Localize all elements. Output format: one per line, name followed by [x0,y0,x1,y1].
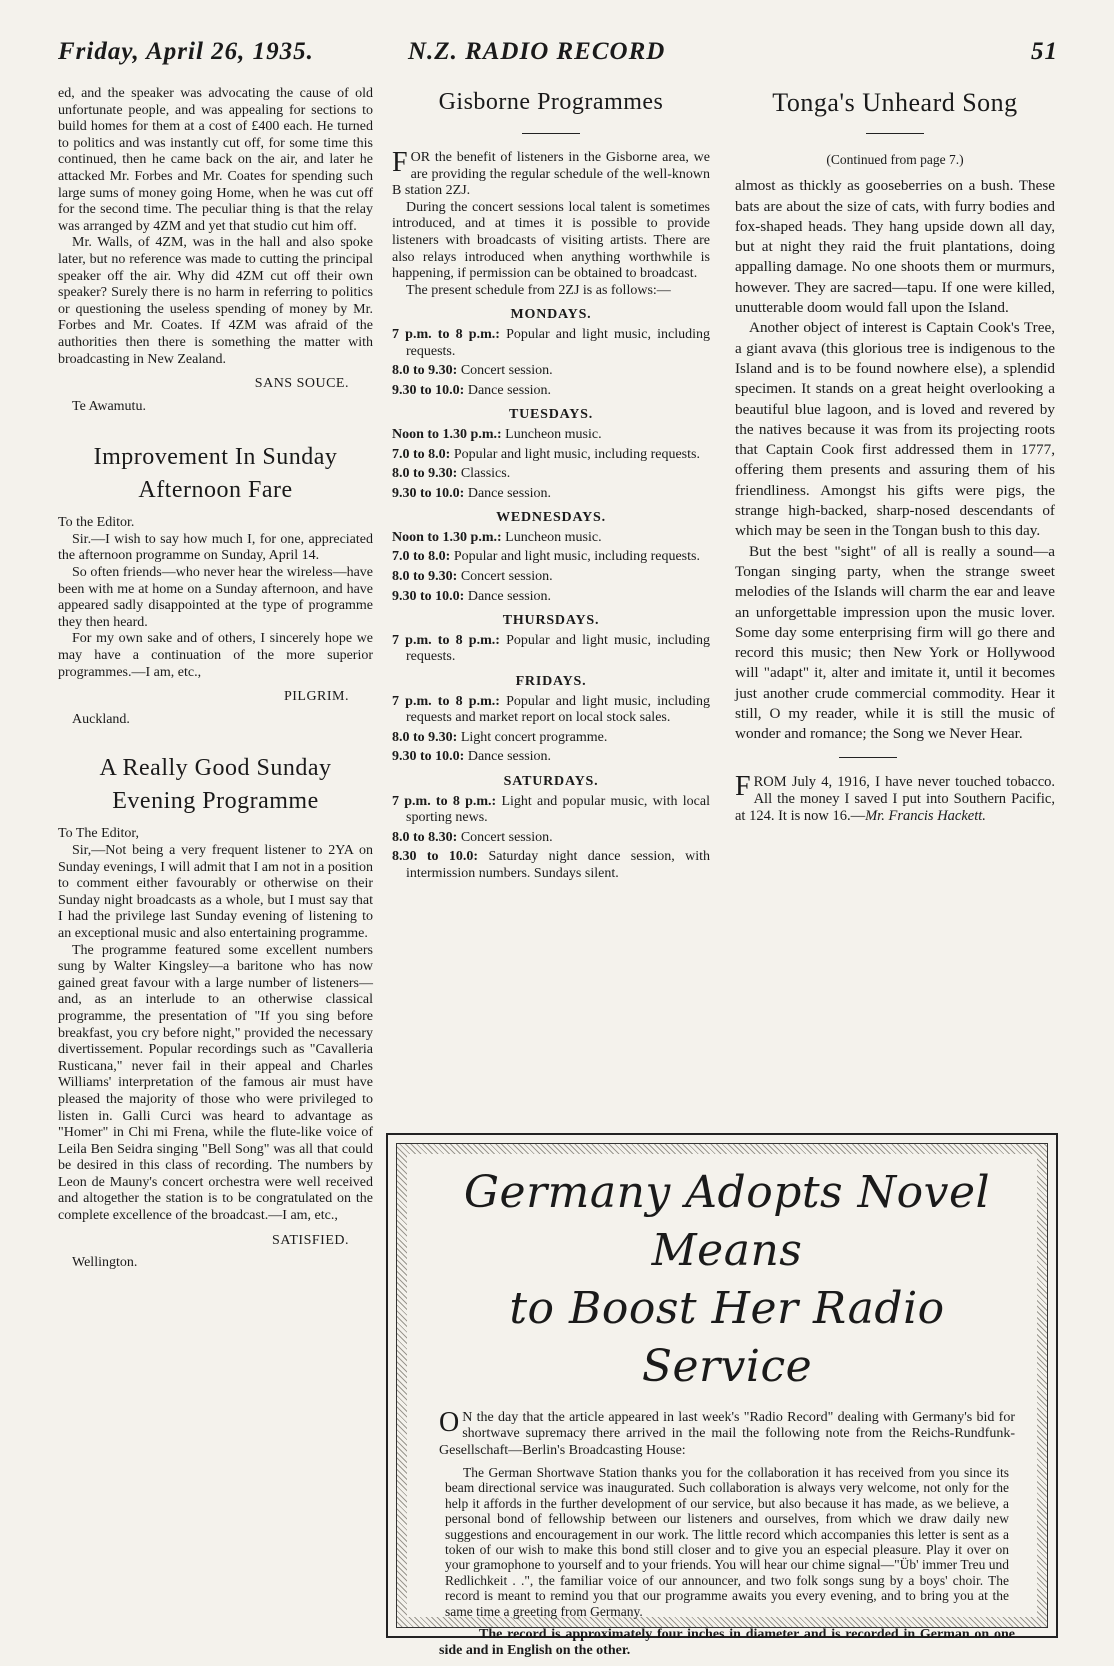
entry-desc: Luncheon music. [505,529,602,545]
entry-desc: Popular and light music, including requests. [453,549,700,565]
schedule-entry [392,794,710,827]
entry-time: 8.30 to 10.0: [392,849,479,865]
schedule-entry [392,530,710,547]
schedule-entry [392,589,710,606]
germany-record-note: The record is approximately four inches in diameter and is recorded in German on one side and in English on the other. [439,1626,1015,1659]
entry-desc: Popular and light music, including requests and market report on local stock sales. [406,693,710,726]
publication-title: N.Z. RADIO RECORD [408,38,666,65]
schedule-entry [392,486,710,503]
entry-time: 9.30 to 10.0: [392,588,465,604]
headline-line-2: to Boost Her Radio Service [509,1283,945,1392]
schedule-entry [392,327,710,360]
filler-author: Mr. Francis Hackett. [865,807,986,824]
letter-satisfied-para-1: Sir,—Not being a very frequent listener to 2YA on Sunday evenings, I will admit that I am not in a position to comment either favourably or otherwise on their Sunday night broadcasts as a whole, but I must say that I had the privilege last Sunday evening of listening to an exceptional music and also entertaining programme. [58,843,373,941]
entry-desc: Popular and light music, including requests. [453,446,700,462]
entry-time: 7 p.m. to 8 p.m.: [392,793,497,809]
schedule-entry [392,447,710,464]
letter-satisfied-para-2: The programme featured some excellent numbers sung by Walter Kingsley—a baritone who has now gained great favour with a large number of listeners—and, as an interlude to an otherwise classical programme, the presentation of "If you sing before breakfast, you cry before night," provided the necessary divertissement. Popular recordings such as "Cavalleria Rusticana," never fail in their appeal and Charles Williams' interpretation of the famous air must have pleased the majority of those who were privileged to listen in. Galli Curci was heard to advantage as "Homer" in Chi mi Frena, while the flute-like voice of Leila Ben Seidra singing "Bell Song" was all that could be desired in this class of recording. The numbers by Leon de Mauny's concert orchestra were well received and altogether the station is to be congratulated on the complete excellence of the broadcast.—I am, etc., [58,942,373,1224]
schedule-entry [392,549,710,566]
heading-sunday-afternoon: Improvement In Sunday Afternoon Fare [93,444,338,504]
heading-sunday-evening: A Really Good Sunday Evening Programme [99,755,332,815]
letter-sans-souce-para-1: ed, and the speaker was advocating the cause of old unfortunate people, and was appealing for sections to build homes for them at a cost of £400 each. He turned to politics and was instantly cut off, for some time this continued, then he came back on the air, and later he attacked Mr. Forbes and Mr. Coates for spending such large sums of money going Home, when he was cut off for the second time. The peculiar thing is that the relay was arranged by 4ZM and yet that studio cut him off. [58,86,373,234]
entry-desc: Luncheon music. [505,426,602,442]
germany-article-box [386,1133,1058,1659]
letter-pilgrim-para-3: For my own sake and of others, I sincerely hope we may have a continuation of the more superior programmes.—I am, etc., [58,631,373,680]
schedule-saturday [392,774,710,883]
entry-desc: Light concert programme. [460,729,608,745]
schedule-monday [392,307,710,399]
entry-time: 8.0 to 9.30: [392,466,458,482]
letter-sans-souce-para-2: Mr. Walls, of 4ZM, was in the hall and also spoke later, but no reference was made to cutting the principal speaker off the air. Why did 4ZM cut off their own speaker? Surely there is no harm in referring to politics or questioning the useless spending of money by Mr. Forbes and Mr. Coates. If 4ZM was afraid of the authorities then there is something the matter with broadcasting in New Zealand. [58,235,373,367]
headline-line-1: Germany Adopts Novel Means [463,1167,991,1276]
tonga-para-2: Another object of interest is Captain Cook's Tree, a giant avava (this glorious tree is indigenous to the Island and is to be found nowhere else), a splendid specimen. It stands on a great height overlooking a beautiful blue lagoon, and is loved and revered by the natives because it was from its projecting roots that Captain Cook first addressed them in 1777, offering them presents and assuring them of his friendliness. Amongst his gifts were pigs, the strange high-backed, sharp-nosed descendants of which may be seen in the Tongan bush to this day. [735,319,1055,540]
schedule-entry [392,569,710,586]
germany-headline [439,1164,1015,1396]
entry-desc: Concert session. [460,569,553,585]
dropcap-f-filler: F [735,770,751,802]
day-heading: THURSDAYS. [502,613,600,629]
entry-time: 9.30 to 10.0: [392,485,465,501]
schedule-friday [392,674,710,766]
place-te-awamutu: Te Awamutu. [72,398,146,414]
divider-rule [866,133,924,134]
day-heading: SATURDAYS. [503,774,599,789]
entry-time: 7 p.m. to 8 p.m.: [392,326,500,342]
tonga-para-3: But the best "sight" of all is really a sound—a Tongan singing party, when the strange sweet melodies of the Islands will charm the ear and leave an unforgettable impression upon the music lover. Some day some enterprising firm will go there and record this music; then New York or Hollywood will "adapt" it, alter and imitate it, until it becomes just another crude commercial commodity. Hear it still, O my reader, while it is still the music of wonder and romance; the Song we Never Hear. [735,542,1055,743]
germany-intro-text: N the day that the article appeared in last week's "Radio Record" dealing with Germany's bid for shortwave supremacy there arrived in the mail the following note from the Reichs-Rundfunk-Gesellschaft—Berlin's Broadcasting House: [439,1410,1015,1458]
schedule-entry [392,849,710,882]
schedule-entry [392,466,710,483]
entry-desc: Concert session. [460,363,553,379]
entry-desc: Popular and light music, including requests. [406,632,710,665]
divider-rule [522,133,580,134]
signature-sans-souce: SANS SOUCE. [254,376,349,392]
germany-station-note: The German Shortwave Station thanks you for the collaboration it has received from you since its beam directional service was inaugurated. Such collaboration is always very welcome, not only for the help it affords in the further development of our service, but also because it has made, as we believe, a personal bond of fellowship between our listeners and ourselves, from which we draw daily new suggestions and encouragement in our work. The little record which accompanies this letter is sent as a token of our wish to make this bond still closer and to give you an especial pleasure. Play it over on your gramophone to yourself and to your friends. You will hear our chime signal—"Üb' immer Treu und Redlichkeit . .", the familiar voice of our announcer, and two folk songs sung by a boys' choir. The record is meant to remind you that our programme awaits you every evening, and to bring you at the same time a greeting from Germany. [445,1464,1009,1619]
gisborne-para-3: The present schedule from 2ZJ is as follows:— [406,282,671,298]
letter-pilgrim-para-2: So often friends—who never hear the wireless—have been with me at home on a Sunday afternoon, and have appeared sadly disappointed at the type of programme they then heard. [58,565,373,630]
filler-text: ROM July 4, 1916, I have never touched tobacco. All the money I saved I put into Southern Pacific, at 124. It is now 16.— [735,773,1055,824]
schedule-entry [392,730,710,747]
entry-desc: Dance session. [467,749,552,765]
salutation-editor-1: To the Editor. [58,515,135,531]
entry-desc: Concert session. [460,829,553,845]
schedule-entry [392,694,710,727]
entry-desc: Classics. [460,466,511,482]
entry-time: 8.0 to 9.30: [392,569,458,585]
column-letters [58,86,373,1272]
schedule-thursday [392,613,710,666]
hackett-filler [735,770,1055,825]
schedule [392,307,710,882]
continued-note: (Continued from page 7.) [826,152,964,167]
entry-time: 7.0 to 8.0: [392,549,451,565]
tonga-para-1: almost as thickly as gooseberries on a bush. These bats are about the size of cats, with furry bodies and fox-shaped heads. They hang upside down all day, but at night they raid the fruit plantations, doing appalling damage. No one shoots them or murmurs, however. They are sacred—tapu. If one were killed, unutterable doom would fall upon the Island. [735,177,1055,317]
entry-time: 7 p.m. to 8 p.m.: [392,693,500,709]
schedule-entry [392,427,710,444]
divider-rule [839,757,897,758]
schedule-wednesday [392,510,710,605]
day-heading: MONDAYS. [510,307,592,323]
entry-time: 7 p.m. to 8 p.m.: [392,632,500,648]
issue-date: Friday, April 26, 1935. [58,38,314,65]
signature-pilgrim: PILGRIM. [283,689,349,705]
gisborne-para-1-text: OR the benefit of listeners in the Gisborne area, we are providing the regular schedule of the well-known B station 2ZJ. [392,150,710,199]
entry-time: 9.30 to 10.0: [392,749,465,765]
dropcap-o: O [439,1407,460,1438]
gisborne-para-2: During the concert sessions local talent is sometimes introduced, and at times it is possible to provide listeners with broadcasts of visiting artists. There are also relays introduced when anything worthwhile is happening, if permission can be obtained to broadcast. [392,199,710,282]
entry-time: Noon to 1.30 p.m.: [392,426,502,442]
heading-tonga-song: Tonga's Unheard Song [772,88,1018,117]
letter-pilgrim-para-1: Sir.—I wish to say how much I, for one, appreciated the afternoon programme on Sunday, April 14. [58,531,373,564]
signature-satisfied: SATISFIED. [272,1232,349,1248]
entry-time: Noon to 1.30 p.m.: [392,529,502,545]
place-wellington: Wellington. [72,1255,138,1271]
entry-desc: Dance session. [467,382,552,398]
column-gisborne [392,86,710,886]
salutation-editor-2: To The Editor, [58,826,140,842]
dropcap-f: F [392,147,408,178]
gisborne-para-1 [392,147,710,200]
day-heading: FRIDAYS. [515,674,587,690]
column-tonga [735,86,1055,825]
germany-intro [439,1407,1015,1459]
schedule-tuesday [392,407,710,502]
day-heading: WEDNESDAYS. [496,510,606,526]
box-content [407,1154,1037,1659]
entry-time: 8.0 to 9.30: [392,729,458,745]
schedule-entry [392,383,710,400]
entry-time: 7.0 to 8.0: [392,446,451,462]
box-border-pattern [396,1143,1048,1659]
entry-desc: Dance session. [467,588,552,604]
schedule-entry [392,749,710,766]
entry-desc: Saturday night dance session, with intermission numbers. Sundays silent. [406,849,711,881]
heading-gisborne-programmes: Gisborne Programmes [438,89,664,115]
entry-time: 8.0 to 9.30: [392,363,458,379]
entry-desc: Dance session. [467,485,552,501]
entry-time: 9.30 to 10.0: [392,382,465,398]
schedule-entry [392,363,710,380]
day-heading: TUESDAYS. [508,407,594,423]
entry-desc: Popular and light music, including requests. [406,326,710,359]
entry-desc: Light and popular music, with local sporting news. [406,793,710,826]
schedule-entry [392,633,710,666]
place-auckland: Auckland. [72,711,130,727]
masthead [58,38,1058,78]
schedule-entry [392,830,710,847]
entry-time: 8.0 to 8.30: [392,829,458,845]
page-number: 51 [1031,38,1058,65]
